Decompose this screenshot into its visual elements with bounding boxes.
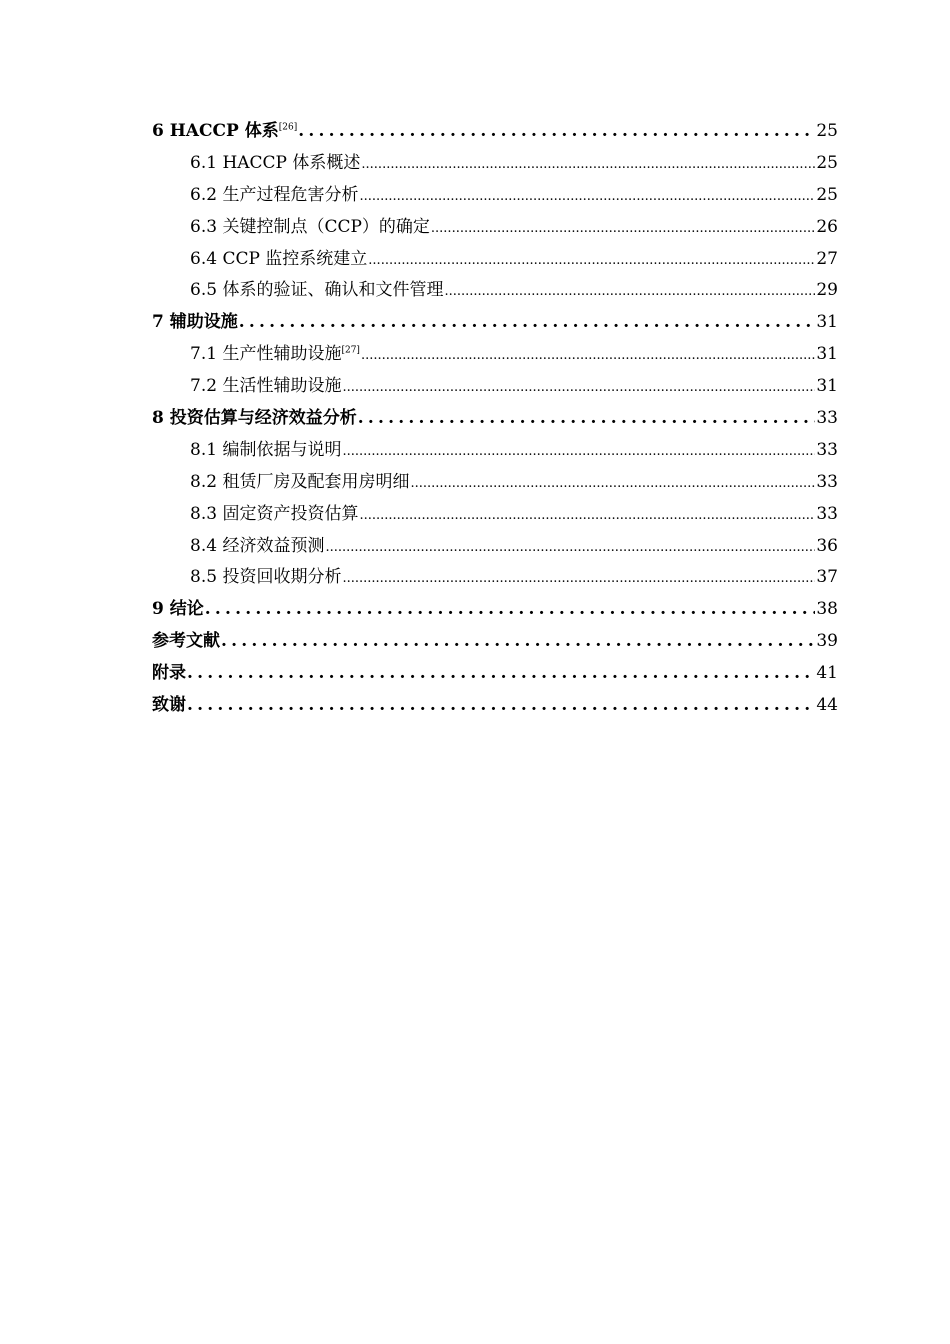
toc-entry-title: [152, 594, 204, 619]
toc-entry-title-text: 8.4 经济效益预测: [190, 535, 325, 556]
toc-section-entry[interactable]: [152, 467, 838, 499]
toc-entry-title-text: 6.4 CCP 监控系统建立: [190, 248, 368, 269]
toc-section-entry[interactable]: [152, 435, 838, 467]
dot-leader: [187, 663, 815, 683]
toc-entry-title: [190, 244, 367, 269]
toc-entry-title-text: 8.1 编制依据与说明: [190, 439, 342, 460]
toc-entry-title-text: 6.3 关键控制点（CCP）的确定: [190, 216, 430, 237]
dot-leader: [359, 185, 815, 205]
toc-section-entry[interactable]: [152, 339, 838, 371]
toc-entry-title: [190, 180, 358, 205]
toc-section-entry[interactable]: [152, 244, 838, 276]
toc-entry-title: [190, 499, 358, 524]
dot-leader: [239, 312, 816, 332]
toc-entry-title: [190, 371, 341, 396]
toc-section-entry[interactable]: [152, 371, 838, 403]
toc-entry-title: [152, 403, 357, 428]
toc-section-entry[interactable]: [152, 212, 838, 244]
dot-leader: [205, 599, 816, 619]
toc-page-number: 25: [816, 121, 838, 141]
toc-section-entry[interactable]: [152, 499, 838, 531]
toc-entry-title: [190, 435, 341, 460]
dot-leader: [342, 567, 815, 587]
dot-leader: [361, 153, 815, 173]
toc-entry-title-text: 6.2 生产过程危害分析: [190, 184, 359, 205]
toc-page-number: 26: [816, 216, 838, 237]
dot-leader: [431, 217, 815, 237]
toc-section-entry[interactable]: [152, 562, 838, 594]
toc-entry-title: [152, 626, 220, 651]
toc-entry-title: [190, 467, 409, 492]
toc-section-entry[interactable]: [152, 531, 838, 563]
citation-superscript: [26]: [278, 122, 298, 133]
toc-chapter-entry[interactable]: [152, 594, 838, 626]
toc-entry-title-text: 6 HACCP 体系: [152, 121, 279, 141]
toc-entry-title-text: 致谢: [152, 695, 186, 716]
toc-chapter-entry[interactable]: [152, 307, 838, 339]
dot-leader: [358, 408, 816, 428]
toc-entry-title-text: 8.5 投资回收期分析: [190, 567, 342, 588]
toc-page-number: 33: [816, 408, 838, 429]
toc-page-number: 29: [816, 280, 838, 301]
toc-section-entry[interactable]: [152, 275, 838, 307]
toc-page-number: 25: [816, 184, 838, 205]
toc-entry-title: [190, 531, 324, 556]
toc-page-number: 25: [816, 152, 838, 173]
toc-page-number: 31: [816, 376, 838, 397]
dot-leader: [325, 536, 815, 556]
toc-page-number: 31: [816, 344, 838, 365]
toc-chapter-entry[interactable]: [152, 690, 838, 722]
toc-section-entry[interactable]: [152, 148, 838, 180]
citation-superscript: [27]: [341, 345, 360, 356]
toc-entry-title: [152, 690, 186, 715]
toc-entry-title-text: 8.2 租赁厂房及配套用房明细: [190, 471, 410, 492]
toc-chapter-entry[interactable]: [152, 403, 838, 435]
dot-leader: [361, 344, 815, 364]
toc-entry-title-text: 6.1 HACCP 体系概述: [190, 152, 361, 173]
toc-entry-title-text: 7.1 生产性辅助设施: [190, 344, 342, 365]
dot-leader: [368, 249, 815, 269]
toc-page-number: 36: [816, 535, 838, 556]
toc-entry-title-text: 附录: [152, 663, 186, 684]
dot-leader: [342, 376, 815, 396]
toc-page-number: 33: [816, 471, 838, 492]
toc-entry-title-text: 9 结论: [152, 599, 204, 620]
toc-chapter-entry[interactable]: [152, 626, 838, 658]
toc-entry-title: [152, 658, 186, 683]
toc-page-number: 39: [816, 631, 838, 652]
toc-page-number: 33: [816, 439, 838, 460]
toc-page-number: 37: [816, 567, 838, 588]
dot-leader: [298, 121, 815, 141]
toc-chapter-entry[interactable]: [152, 658, 838, 690]
toc-entry-title: [190, 148, 360, 173]
dot-leader: [359, 504, 815, 524]
toc-entry-title: [190, 212, 430, 237]
dot-leader: [221, 631, 815, 651]
toc-page-number: 27: [816, 248, 838, 269]
toc-chapter-entry[interactable]: [152, 116, 838, 148]
toc-entry-title: [190, 275, 443, 300]
toc-page-number: 33: [816, 503, 838, 524]
toc-page-number: 41: [816, 663, 838, 684]
toc-entry-title-text: 7.2 生活性辅助设施: [190, 376, 342, 397]
table-of-contents: [152, 116, 838, 722]
toc-entry-title: [152, 116, 297, 141]
toc-entry-title: [190, 339, 360, 364]
dot-leader: [187, 695, 815, 715]
dot-leader: [342, 440, 815, 460]
dot-leader: [410, 472, 815, 492]
toc-section-entry[interactable]: [152, 180, 838, 212]
toc-entry-title: [190, 562, 341, 587]
toc-entry-title-text: 8 投资估算与经济效益分析: [152, 408, 357, 429]
dot-leader: [444, 280, 815, 300]
toc-page-number: 44: [816, 695, 838, 716]
toc-entry-title-text: 参考文献: [152, 631, 220, 652]
toc-entry-title-text: 7 辅助设施: [152, 312, 238, 333]
toc-page-number: 38: [816, 599, 838, 620]
toc-entry-title: [152, 307, 238, 332]
toc-entry-title-text: 6.5 体系的验证、确认和文件管理: [190, 280, 444, 301]
toc-entry-title-text: 8.3 固定资产投资估算: [190, 503, 359, 524]
toc-page-number: 31: [816, 312, 838, 333]
